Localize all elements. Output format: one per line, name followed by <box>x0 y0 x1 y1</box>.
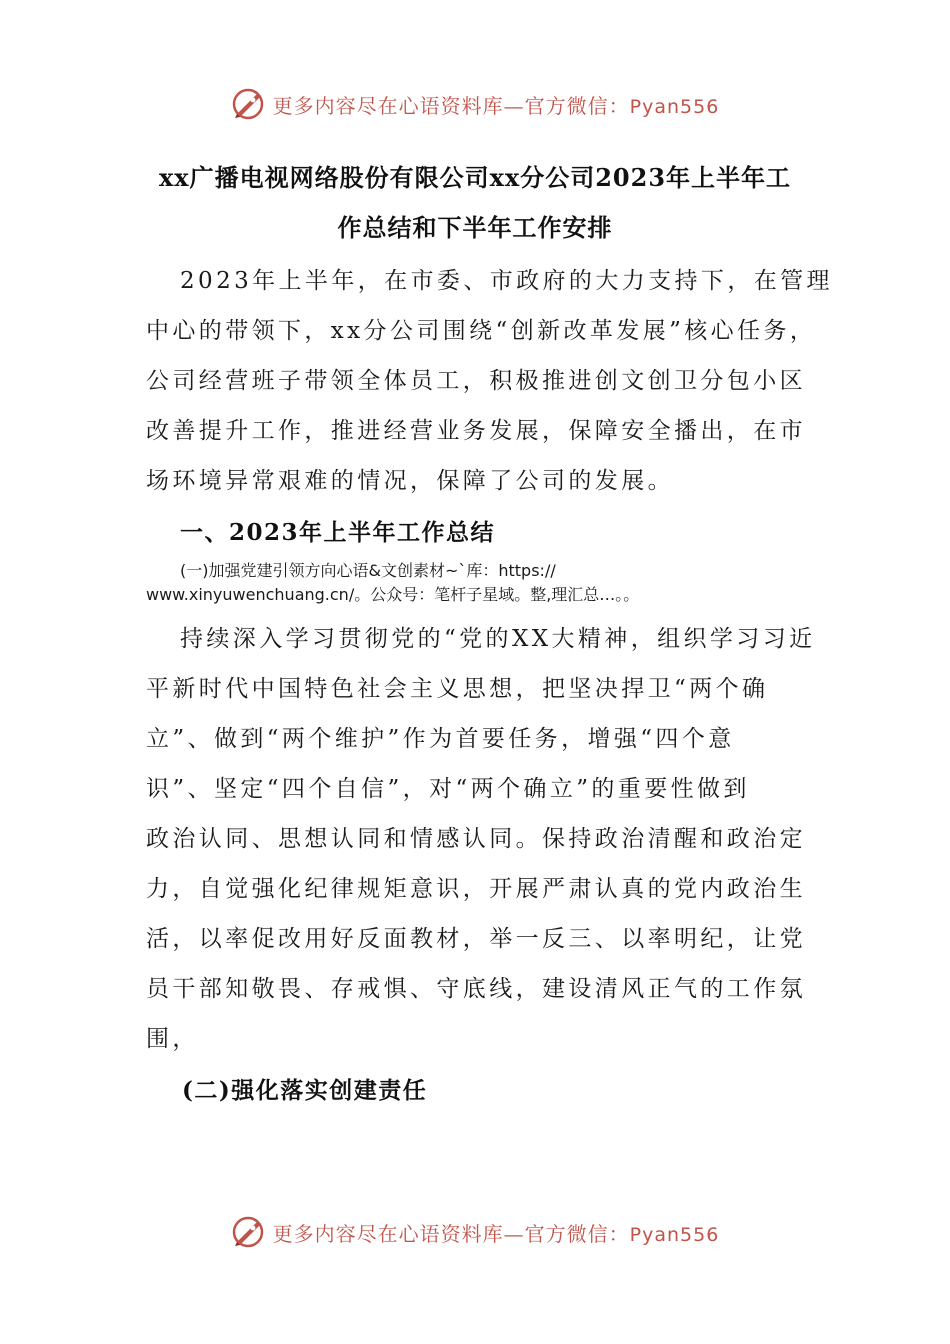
intro-line: 公司经营班子带领全体员工，积极推进创文创卫分包小区 <box>146 368 806 394</box>
watermark-text: 更多内容尽在心语资料库—官方微信：Pyan556 <box>272 1221 720 1246</box>
document-title-line-2: 作总结和下半年工作安排 <box>337 213 613 242</box>
watermark-text: 更多内容尽在心语资料库—官方微信：Pyan556 <box>272 93 720 118</box>
paragraph-line: 立”、做到“两个维护”作为首要任务，增强“四个意 <box>146 726 735 752</box>
subsection-title-line-1: (一)加强党建引领方向心语&文创素材~`库：https:// <box>180 561 556 580</box>
paragraph-line: 政治认同、思想认同和情感认同。保持政治清醒和政治定 <box>146 826 806 852</box>
paragraph-line: 持续深入学习贯彻党的“党的XX大精神，组织学习习近 <box>180 626 816 652</box>
footer-watermark <box>0 1212 950 1252</box>
paragraph-line: 力，自觉强化纪律规矩意识，开展严肃认真的党内政治生 <box>146 876 806 902</box>
intro-line: 2023年上半年，在市委、市政府的大力支持下，在管理 <box>180 268 833 294</box>
header-watermark <box>0 84 950 124</box>
paragraph-line: 平新时代中国特色社会主义思想，把坚决捍卫“两个确 <box>146 676 769 702</box>
paragraph-line: 识”、坚定“四个自信”，对“两个确立”的重要性做到 <box>146 776 750 802</box>
document-title-line-1: xx广播电视网络股份有限公司xx分公司2023年上半年工 <box>158 163 792 192</box>
subsection-title-line-2: www.xinyuwenchuang.cn/。公众号：笔杆子星域。整,理汇总…。。 <box>146 585 640 604</box>
section-heading: 一、2023年上半年工作总结 <box>180 519 496 546</box>
intro-line: 改善提升工作，推进经营业务发展，保障安全播出，在市 <box>146 418 806 444</box>
intro-line: 场环境异常艰难的情况，保障了公司的发展。 <box>146 468 674 494</box>
paragraph-line: 员干部知敬畏、存戒惧、守底线，建设清风正气的工作氛 <box>146 976 806 1002</box>
subsection-heading: (二)强化落实创建责任 <box>182 1077 428 1104</box>
paragraph-line: 围， <box>146 1026 199 1052</box>
paragraph-line: 活，以率促改用好反面教材，举一反三、以率明纪，让党 <box>146 926 806 952</box>
pen-logo-icon <box>231 1215 265 1249</box>
pen-logo-icon <box>231 87 265 121</box>
intro-line: 中心的带领下，xx分公司围绕“创新改革发展”核心任务， <box>146 318 817 344</box>
